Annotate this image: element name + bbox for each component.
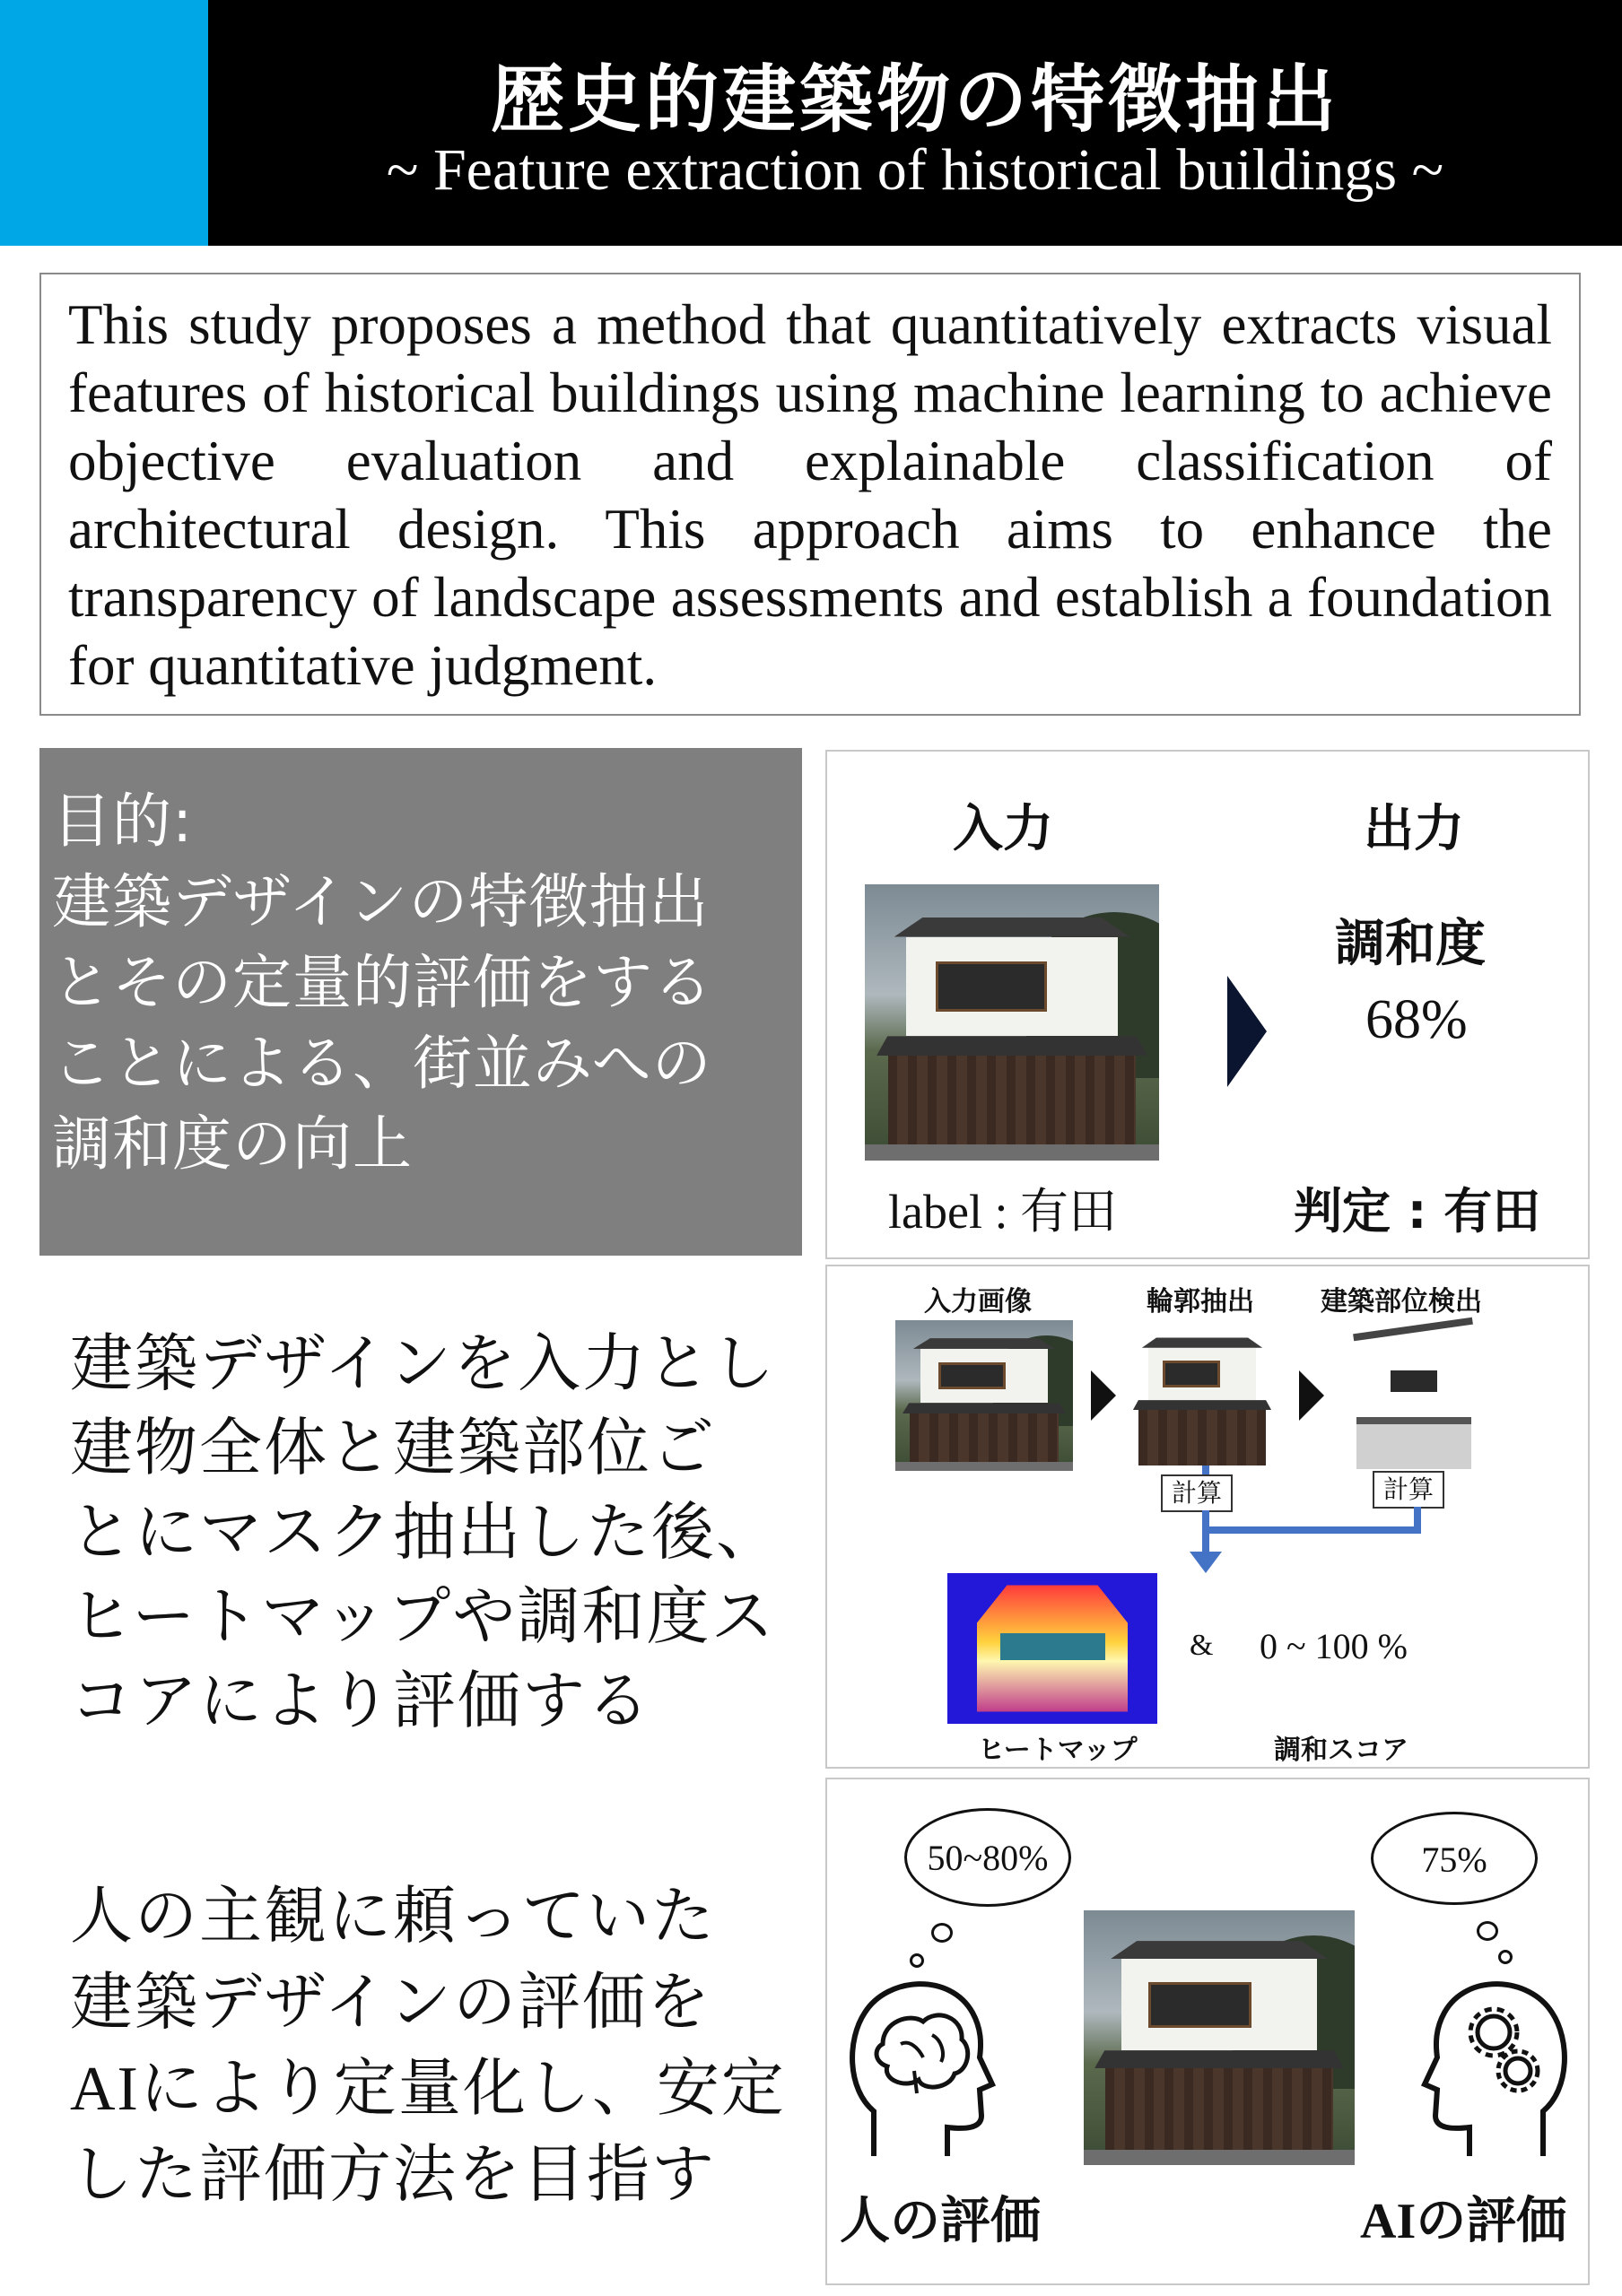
building-photo xyxy=(865,884,1159,1161)
detected-wall-part xyxy=(1356,1417,1471,1469)
purpose-box xyxy=(39,748,802,1256)
method-line: 建築デザインを入力とし xyxy=(70,1326,777,1400)
input-output-panel xyxy=(825,750,1590,1259)
chevron-right-icon xyxy=(1299,1370,1324,1421)
abstract-box xyxy=(39,273,1581,716)
goal-line: AIにより定量化し、安定 xyxy=(70,2055,786,2124)
chevron-right-icon xyxy=(1091,1370,1116,1421)
flow-line xyxy=(1202,1510,1209,1557)
step-part-detection: 建築部位検出 xyxy=(1321,1286,1482,1318)
method-line: コアにより評価する xyxy=(70,1664,651,1737)
human-evaluation-label: 人の評価 xyxy=(840,2192,1041,2250)
human-vs-ai-panel xyxy=(825,1778,1590,2285)
purpose-line: とその定量的評価をする xyxy=(52,948,713,1017)
method-line: ヒートマップや調和度ス xyxy=(70,1579,776,1653)
ampersand: & xyxy=(1190,1629,1214,1662)
page-title: 歴史的建築物の特徴抽出 xyxy=(490,57,1339,143)
detected-roof-part xyxy=(1353,1318,1473,1342)
purpose-line: 調和度の向上 xyxy=(52,1109,413,1178)
goal-line: した評価方法を目指す xyxy=(70,2137,716,2211)
thought-dot xyxy=(931,1923,953,1943)
human-head-brain-icon xyxy=(838,1959,999,2165)
calc-label: 計算 xyxy=(1373,1471,1444,1509)
ai-head-gears-icon xyxy=(1417,1959,1579,2165)
flow-line xyxy=(1202,1526,1421,1534)
ai-estimate: 75% xyxy=(1421,1839,1487,1880)
score-range: 0 ~ 100 % xyxy=(1260,1626,1408,1666)
header-accent-bar xyxy=(0,0,208,246)
method-line: とにマスク抽出した後、 xyxy=(70,1495,780,1569)
contour-image xyxy=(1127,1320,1278,1465)
purpose-heading: 目的: xyxy=(52,787,194,856)
purpose-line: 建築デザインの特徴抽出 xyxy=(52,867,710,936)
goal-line: 建築デザインの評価を xyxy=(70,1965,712,2039)
input-image-thumbnail xyxy=(895,1320,1073,1471)
arrow-down-icon xyxy=(1190,1552,1222,1573)
goal-line: 人の主観に頼っていた xyxy=(70,1879,716,1952)
heatmap-label: ヒートマップ xyxy=(978,1735,1138,1766)
ai-evaluation-label: AIの評価 xyxy=(1360,2194,1567,2249)
harmony-score-caption: 調和スコア xyxy=(1274,1735,1408,1766)
prediction-label: 判定 : 有田 xyxy=(1294,1183,1541,1239)
building-photo xyxy=(1084,1910,1355,2165)
human-estimate: 50~80% xyxy=(927,1838,1049,1878)
ground-truth-label: label : 有田 xyxy=(888,1185,1117,1239)
harmony-score-label: 調和度 xyxy=(1335,915,1486,973)
purpose-line: ことによる、街並みへの xyxy=(52,1029,712,1098)
thought-dot xyxy=(1477,1921,1498,1941)
page-subtitle: ~ Feature extraction of historical buildings ~ xyxy=(386,137,1444,203)
detected-window-part xyxy=(1391,1370,1437,1392)
harmony-score-value: 68% xyxy=(1365,989,1468,1050)
heatmap-image xyxy=(947,1573,1157,1724)
method-line: 建物全体と建築部位ご xyxy=(70,1411,716,1484)
pipeline-panel xyxy=(825,1265,1590,1769)
abstract-text: This study proposes a method that quantitatively extracts visual features of historical buildings using machine learning to achieve objective evaluation and explainable classification of architectural design. This approach aims to enhance the transparency of landscape assessments and establish a foundation for quantitative judgment. xyxy=(68,293,1552,697)
step-contour-extraction: 輪郭抽出 xyxy=(1147,1286,1254,1318)
input-title: 入力 xyxy=(953,800,1053,858)
step-input-image: 入力画像 xyxy=(924,1286,1032,1318)
output-title: 出力 xyxy=(1364,800,1464,858)
chevron-right-icon xyxy=(1227,976,1267,1087)
calc-label: 計算 xyxy=(1161,1474,1233,1512)
